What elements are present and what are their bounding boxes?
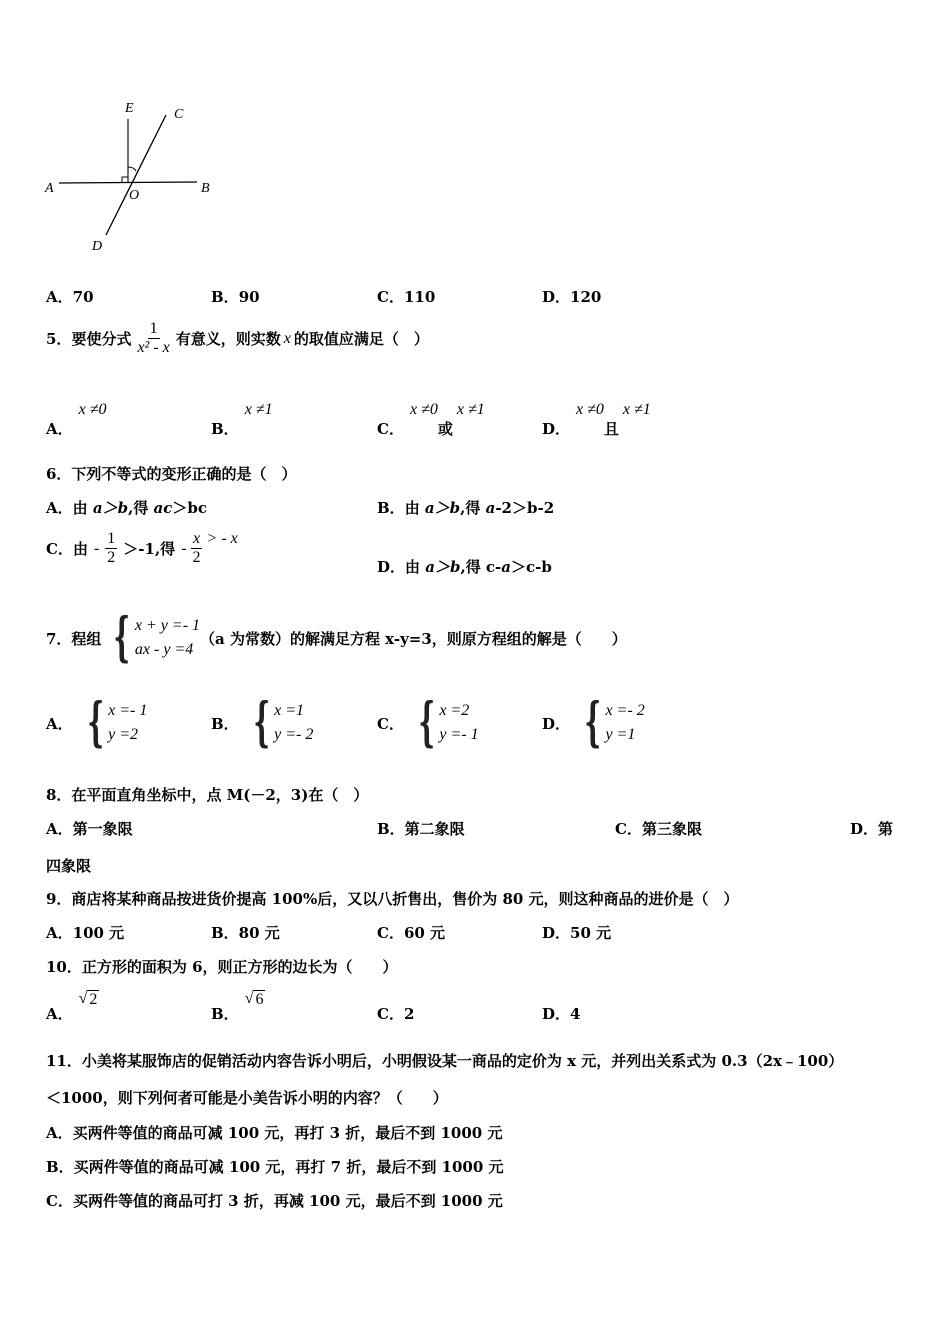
label-d: D	[92, 239, 103, 254]
q5-option-c[interactable]: C．x ≠0或x ≠1	[377, 401, 485, 438]
q5-option-a[interactable]: A．x ≠0	[46, 401, 107, 438]
q11-option-b[interactable]: B．买两件等值的商品可减 100 元，再打 7 折，最后不到 1000 元	[46, 1158, 504, 1176]
q10-stem: 10．正方形的面积为 6，则正方形的边长为（ ）	[46, 958, 398, 976]
q7-equation-system: { x + y =- 1 ax - y =4	[113, 607, 201, 668]
q8-option-d-continued: 四象限	[46, 857, 92, 875]
q9-option-b[interactable]: B．80 元	[211, 924, 280, 942]
q6-option-d[interactable]: D．由 a＞b,得 c-a＞c-b	[377, 558, 552, 576]
q11-stem-line1: 11．小美将某服饰店的促销活动内容告诉小明后，小明假设某一商品的定价为 x 元，并列出关系式为 0.3（2x﹣100）	[46, 1052, 844, 1070]
q5-stem: 5． 要使分式 $\frac{1}{\text{x² - x}}$ 有意义，则实数 x 的取值应满足（ ）	[46, 320, 429, 357]
q7-option-a[interactable]: A． { x =- 1 y =2	[46, 692, 148, 753]
label-a: A	[45, 181, 54, 196]
q4-option-c[interactable]: C．110	[377, 288, 436, 306]
label-e: E	[125, 101, 134, 116]
q4-option-b[interactable]: B．90	[211, 288, 260, 306]
q11-option-a[interactable]: A．买两件等值的商品可减 100 元，再打 3 折，最后不到 1000 元	[46, 1124, 503, 1142]
q9-stem: 9．商店将某种商品按进货价提高 100%后，又以八折售出，售价为 80 元，则这种商品的进价是（ ）	[46, 890, 739, 908]
q11-stem-line2: ＜1000，则下列何者可能是小美告诉小明的内容？（ ）	[46, 1089, 448, 1107]
q4-option-a[interactable]: A．70	[46, 288, 94, 306]
q6-stem: 6．下列不等式的变形正确的是（ ）	[46, 465, 297, 483]
q9-option-c[interactable]: C．60 元	[377, 924, 446, 942]
q5-option-b[interactable]: B．x ≠1	[211, 401, 273, 438]
angle-figure	[40, 95, 225, 260]
q7-option-d[interactable]: D． { x =- 2 y =1	[542, 692, 645, 753]
q8-stem: 8．在平面直角坐标中，点 M(－2，3)在（ ）	[46, 786, 369, 804]
q10-option-a[interactable]: A． √ 2	[46, 990, 98, 1023]
q10-option-d[interactable]: D．4	[542, 1005, 581, 1023]
label-b: B	[201, 181, 210, 196]
q7-stem: 7．程组 { x + y =- 1 ax - y =4 （a 为常数）的解满足方程 x-y=3，则原方程组的解是（ ）	[46, 607, 627, 668]
q8-option-b[interactable]: B．第二象限	[377, 820, 465, 838]
q5-option-d[interactable]: D．x ≠0且x ≠1	[542, 401, 651, 438]
q10-option-c[interactable]: C．2	[377, 1005, 415, 1023]
q6-option-a[interactable]: A．由 a＞b,得 ac＞bc	[46, 499, 208, 517]
label-c: C	[174, 107, 184, 122]
q9-option-a[interactable]: A．100 元	[46, 924, 125, 942]
q9-option-d[interactable]: D．50 元	[542, 924, 612, 942]
q7-option-b[interactable]: B． { x =1 y =- 2	[211, 692, 314, 753]
q7-option-c[interactable]: C． { x =2 y =- 1	[377, 692, 479, 753]
line-cd	[106, 115, 166, 235]
q6-option-c[interactable]: C． 由 - $\frac{1}{2}$ ＞-1,得 - $\frac{x}{2}$ > - x	[46, 529, 238, 567]
q8-option-a[interactable]: A．第一象限	[46, 820, 133, 838]
q8-option-d[interactable]: D．第	[850, 820, 894, 838]
label-o: O	[129, 188, 140, 203]
q10-option-b[interactable]: B． √ 6	[211, 990, 264, 1023]
q6-option-b[interactable]: B．由 a＞b,得 a-2＞b-2	[377, 499, 555, 517]
angle-arc	[128, 167, 136, 171]
q8-option-c[interactable]: C．第三象限	[615, 820, 702, 838]
q5-fraction: $\frac{1}{\text{x² - x}}$	[137, 320, 170, 357]
q11-option-c[interactable]: C．买两件等值的商品可打 3 折，再减 100 元，最后不到 1000 元	[46, 1192, 503, 1210]
q4-option-d[interactable]: D．120	[542, 288, 602, 306]
